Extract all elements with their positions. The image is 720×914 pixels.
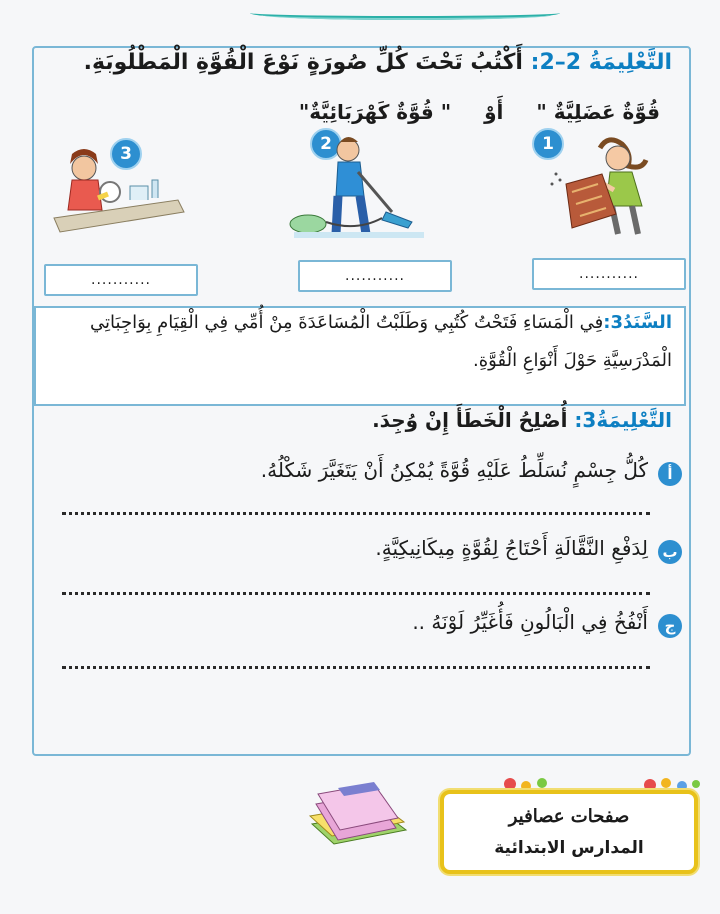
man-vacuuming-icon: [286, 132, 426, 242]
picture-number-2: 2: [310, 128, 342, 160]
item-letter-a: أ: [658, 462, 682, 486]
girl-shaking-carpet-icon: [540, 128, 680, 238]
logo-line-1: صفحات عصافير: [508, 806, 630, 827]
force-options: [273, 100, 660, 124]
answer-line-b[interactable]: [62, 592, 650, 595]
answer-line-a[interactable]: [62, 512, 650, 515]
option-muscular: قُوَّةٌ عَضَلِيَّةٌ ": [536, 100, 660, 124]
site-logo: [440, 790, 698, 874]
task-3-label: التَّعْلِيمَةُ3:: [574, 408, 672, 432]
task-2-2-heading: [84, 50, 672, 75]
books-icon: [298, 764, 418, 859]
answer-box-1[interactable]: ...........: [532, 258, 686, 290]
item-a-text: كُلُّ جِسْمٍ نُسَلِّطُ عَلَيْهِ قُوَّةً يُمْكِنُ أَنْ يَتَغَيَّرَ شَكْلُهُ.: [260, 458, 648, 482]
sanad-3-text-1: فِي الْمَسَاءِ فَتَحْتُ كُتُبِي وَطَلَبْتُ الْمُسَاعَدَةَ مِنْ أُمِّي فِي الْقِيَامِ بِوَاجِبَاتِي: [90, 312, 604, 333]
picture-number-1: 1: [532, 128, 564, 160]
woman-washing-dishes-icon: [48, 136, 188, 246]
option-or: أَوْ: [484, 100, 504, 124]
sanad-3-line-2: الْمَدْرَسِيَّةِ حَوْلَ أَنْوَاعِ الْقُوَّةِ.: [473, 350, 672, 371]
header-arc-inner: [262, 10, 552, 20]
answer-line-c[interactable]: [62, 666, 650, 669]
task-3-instruction: أُصْلِحُ الْخَطَأَ إِنْ وُجِدَ.: [372, 408, 568, 432]
task-2-2-label: التَّعْلِيمَةُ 2–2:: [530, 50, 672, 75]
answer-box-2[interactable]: ...........: [298, 260, 452, 292]
logo-line-2: المدارس الابتدائية: [494, 838, 644, 858]
answer-box-3[interactable]: ...........: [44, 264, 198, 296]
task-3-heading: [372, 408, 672, 432]
sanad-3-line-1: [90, 312, 672, 333]
option-electric: " قُوَّةٌ كَهْرَبَائِيَّةٌ": [298, 100, 452, 124]
sanad-3-label: السَّنَدُ3:: [603, 312, 672, 333]
picture-number-3: 3: [110, 138, 142, 170]
task-2-2-instruction: أَكْتُبُ تَحْتَ كُلِّ صُورَةٍ نَوْعَ الْقُوَّةِ الْمَطْلُوبَةِ.: [83, 50, 523, 75]
item-letter-b: ب: [658, 540, 682, 564]
item-letter-c: ج: [658, 614, 682, 638]
item-c-text: أَنْفُخُ فِي الْبَالُونِ فَأُغَيِّرُ لَوْنَهُ ..: [412, 610, 648, 634]
item-b-text: لِدَفْعِ النَّقَّالَةِ أَحْتَاجُ لِقُوَّةٍ مِيكَانِيكِيَّةٍ.: [375, 536, 648, 560]
